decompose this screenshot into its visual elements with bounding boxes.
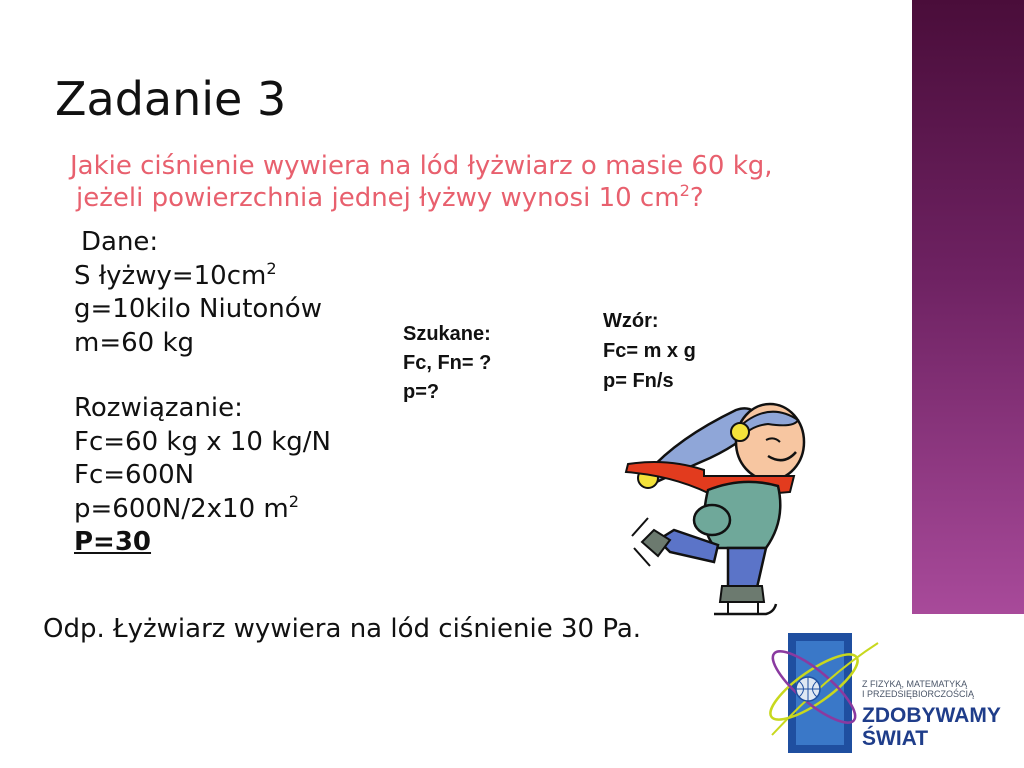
given-gravity: g=10kilo Niutonów: [74, 294, 322, 324]
given-mass: m=60 kg: [74, 327, 195, 358]
logo-caption-line-1: Z FIZYKĄ, MATEMATYKĄ: [862, 679, 968, 689]
given-area-text: S łyżwy=10cm: [74, 260, 267, 291]
spacer: [74, 360, 331, 392]
given-area: [74, 260, 331, 294]
sought-heading: Szukane:: [403, 323, 491, 345]
formula-line-2: p= Fn/s: [603, 370, 674, 392]
logo-title-line-2: ŚWIAT: [862, 727, 929, 750]
answer-text: Odp. Łyżwiarz wywiera na lód ciśnienie 30 Pa.: [43, 614, 642, 644]
ice-skater-illustration: [618, 380, 818, 630]
solution-step-3-text: p=600N/2x10 m: [74, 493, 289, 524]
solution-heading: Rozwiązanie:: [74, 393, 243, 423]
given-heading: Dane:: [81, 227, 159, 257]
logo-title: [862, 704, 1001, 750]
solution-result-text: P=30: [74, 527, 152, 557]
formula-line-1: Fc= m x g: [603, 340, 696, 362]
given-and-solution-block: [74, 226, 331, 560]
problem-line-2-text: jeżeli powierzchnia jednej łyżwy wynosi 10 cm: [76, 183, 680, 213]
slide-title: Zadanie 3: [55, 72, 287, 126]
formula-heading: Wzór:: [603, 310, 659, 332]
solution-step-1: Fc=60 kg x 10 kg/N: [74, 426, 331, 457]
problem-statement: [70, 150, 890, 214]
sought-line-1: Fc, Fn= ?: [403, 352, 492, 374]
solution-step-3: [74, 493, 331, 527]
problem-line-1: Jakie ciśnienie wywiera na lód łyżwiarz o masie 60 kg,: [70, 151, 773, 181]
problem-line-2-sup: 2: [679, 181, 690, 201]
problem-line-2-suffix: ?: [689, 183, 704, 213]
solution-step-3-sup: 2: [288, 491, 299, 511]
logo-caption: [862, 679, 1022, 699]
solution-result: [74, 526, 331, 560]
sought-line-2: p=?: [403, 381, 440, 403]
sought-block: [403, 320, 491, 407]
problem-line-2: [70, 182, 890, 214]
given-area-sup: 2: [266, 258, 277, 278]
decorative-sidebar: [912, 0, 1024, 614]
logo-title-line-1: ZDOBYWAMY: [862, 704, 1001, 727]
logo-caption-line-2: I PRZEDSIĘBIORCZOŚCIĄ: [862, 689, 975, 699]
solution-step-2: Fc=600N: [74, 460, 195, 490]
